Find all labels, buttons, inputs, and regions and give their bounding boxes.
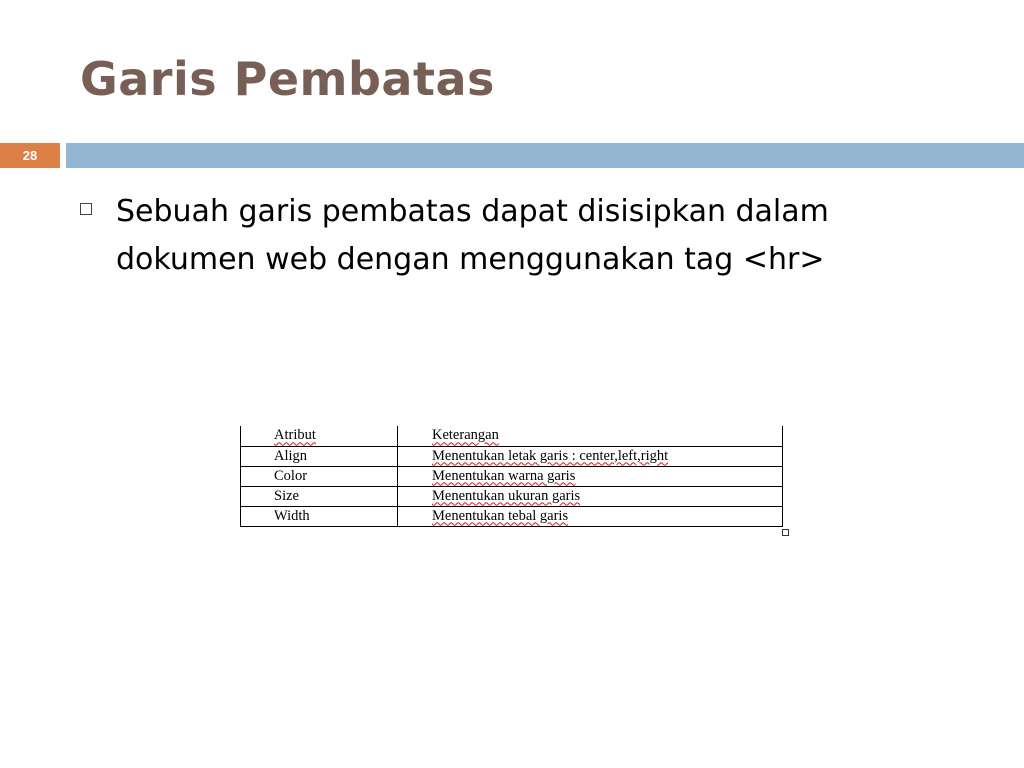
bullet-text: Sebuah garis pembatas dapat disisipkan dalam dokumen web dengan menggunakan tag <hr> [116, 194, 829, 277]
slide-title: Garis Pembatas [80, 52, 495, 106]
table-resize-handle[interactable] [782, 529, 789, 536]
table-header-row [241, 426, 783, 446]
slide-number-badge: 28 [0, 143, 60, 168]
title-divider-bar [66, 143, 1024, 168]
attribute-table [240, 426, 783, 527]
table-cell-attribute: Width [241, 506, 398, 526]
attribute-table-container [240, 426, 783, 527]
table-row [241, 466, 783, 486]
bullet-item [80, 188, 920, 284]
table-cell-description: Menentukan warna garis [398, 466, 783, 486]
table-cell-attribute: Color [241, 466, 398, 486]
table-cell-description: Menentukan ukuran garis [398, 486, 783, 506]
table-row [241, 506, 783, 526]
table-row [241, 486, 783, 506]
table-cell-attribute: Size [241, 486, 398, 506]
table-cell-description: Keterangan [398, 426, 783, 446]
table-cell-attribute: Atribut [241, 426, 398, 446]
table-cell-description: Menentukan tebal garis [398, 506, 783, 526]
table-cell-attribute: Align [241, 446, 398, 466]
square-bullet-icon [80, 203, 92, 215]
table-cell-description: Menentukan letak garis : center,left,right [398, 446, 783, 466]
table-row [241, 446, 783, 466]
